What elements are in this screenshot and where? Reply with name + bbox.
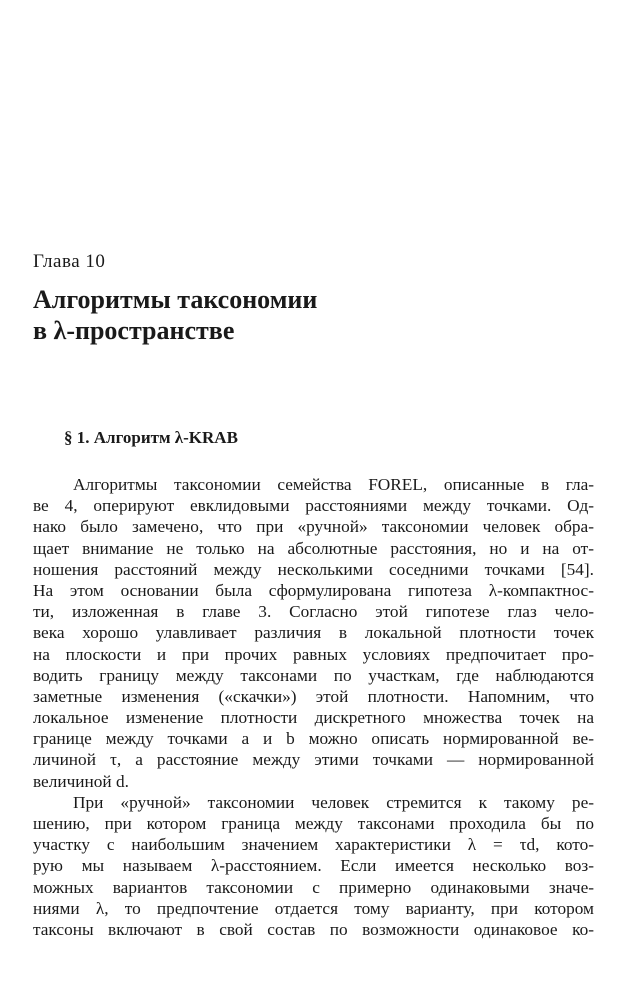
text-line: При «ручной» таксономии человек стремится к такому ре- bbox=[73, 792, 594, 812]
section-title: § 1. Алгоритм λ-KRAB bbox=[64, 428, 238, 447]
text-line: На этом основании была сформулирована гипотеза λ-компактнос- bbox=[33, 580, 594, 600]
text-line: границе между точками a и b можно описать нормированной ве- bbox=[33, 729, 594, 749]
chapter-label: Глава 10 bbox=[33, 251, 106, 272]
chapter-title-line-1: Алгоритмы таксономии bbox=[33, 285, 318, 314]
body-text bbox=[33, 474, 594, 940]
text-line: шению, при котором граница между таксонами проходила бы по bbox=[33, 814, 594, 833]
text-line: на плоскости и при прочих равных условиях предпочитает про- bbox=[33, 644, 594, 664]
text-line: щает внимание не только на абсолютные расстояния, но и на от- bbox=[33, 538, 594, 558]
text-line: ношения расстояний между несколькими соседними точками [54]. bbox=[33, 559, 594, 579]
text-line: участку с наибольшим значением характеристики λ = τd, кото- bbox=[33, 835, 594, 855]
text-line: ве 4, оперируют евклидовыми расстояниями между точками. Од- bbox=[33, 496, 594, 516]
text-line: нако было замечено, что при «ручной» таксономии человек обра- bbox=[33, 517, 594, 537]
text-line: заметные изменения («скачки») этой плотности. Напомним, что bbox=[33, 686, 594, 706]
text-line: можных вариантов таксономии с примерно одинаковыми значе- bbox=[33, 877, 594, 897]
text-line: Алгоритмы таксономии семейства FOREL, описанные в гла- bbox=[73, 475, 594, 494]
chapter-title-line-2: в λ-пространстве bbox=[33, 316, 235, 345]
text-line: личиной τ, а расстояние между этими точками — нормированной bbox=[33, 750, 594, 770]
text-line: таксоны включают в свой состав по возможности одинаковое ко- bbox=[33, 919, 594, 939]
text-line: ти, изложенная в главе 3. Согласно этой гипотезе глаз чело- bbox=[33, 602, 594, 622]
text-line: локальное изменение плотности дискретного множества точек на bbox=[33, 708, 594, 728]
text-line: ниями λ, то предпочтение отдается тому варианту, при котором bbox=[33, 898, 594, 918]
text-line: водить границу между таксонами по участкам, где наблюдаются bbox=[33, 665, 594, 685]
text-line: рую мы называем λ-расстоянием. Если имеется несколько воз- bbox=[33, 856, 594, 876]
chapter-title bbox=[33, 284, 613, 346]
text-line: величиной d. bbox=[33, 771, 129, 791]
text-line: века хорошо улавливает различия в локальной плотности точек bbox=[33, 623, 594, 643]
